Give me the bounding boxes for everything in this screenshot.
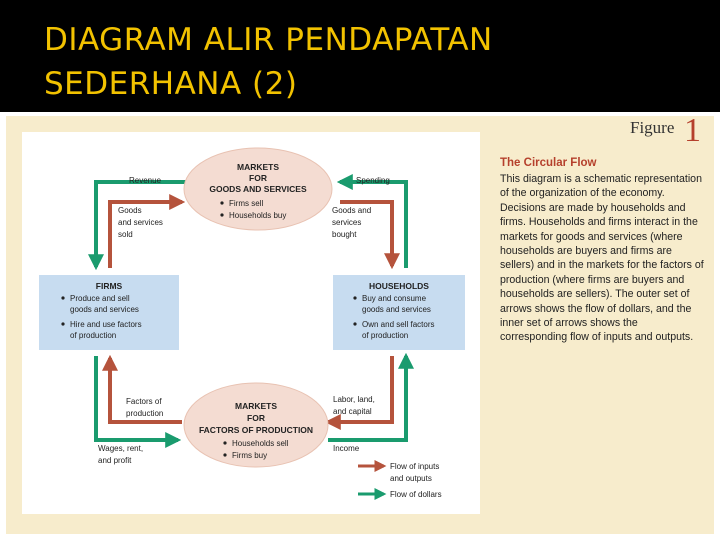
figure-label: Figure	[630, 118, 675, 137]
factor-market-line3: FACTORS OF PRODUCTION	[198, 425, 314, 435]
bullet-dot	[223, 441, 226, 444]
goods-market-line2: FOR	[249, 173, 267, 183]
label-spending: Spending	[356, 176, 390, 185]
factor-market-bullet1: Households sell	[232, 439, 289, 448]
goods-market-bullet1: Firms sell	[229, 199, 264, 208]
slide-title-line1: DIAGRAM ALIR PENDAPATAN	[44, 22, 493, 58]
bullet-dot	[61, 322, 64, 325]
bullet-dot	[220, 213, 223, 216]
caption-body: This diagram is a schematic representation of the organization of the economy. Decisions are made by households and firms. Households and firms interact in the markets for goods and services (where households are buyers and firms are sellers) and in the markets for the factors of production (where firms are buyers and households are sellers). The outer set of arrows shows the flow of dollars, and the inner set of arrows shows the corresponding flow of inputs and outputs.	[500, 173, 704, 344]
label-goods-bought-1: Goods and	[332, 206, 372, 215]
firms-bullet2-line1: Hire and use factors	[70, 320, 142, 329]
circular-flow-diagram	[22, 132, 480, 514]
goods-market-line3: GOODS AND SERVICES	[209, 184, 307, 194]
caption-title: The Circular Flow	[500, 157, 597, 169]
households-bullet1-line1: Buy and consume	[362, 294, 427, 303]
legend-inputs-line2: and outputs	[390, 474, 432, 483]
slide-title	[44, 18, 493, 106]
bullet-dot	[353, 322, 356, 325]
label-labor-1: Labor, land,	[333, 395, 375, 404]
label-revenue: Revenue	[129, 176, 162, 185]
firms-bullet1-line1: Produce and sell	[70, 294, 130, 303]
label-wages-1: Wages, rent,	[98, 444, 144, 453]
slide-title-line2: SEDERHANA (2)	[44, 66, 298, 102]
factor-market-bullet2: Firms buy	[232, 451, 268, 460]
goods-market-bullet2: Households buy	[229, 211, 287, 220]
firms-title: FIRMS	[95, 281, 123, 291]
goods-market-line1: MARKETS	[236, 162, 280, 172]
bullet-dot	[220, 201, 223, 204]
label-goods-bought-3: bought	[332, 230, 357, 239]
label-wages-2: and profit	[98, 456, 132, 465]
households-bullet2-line1: Own and sell factors	[362, 320, 435, 329]
bullet-dot	[61, 296, 64, 299]
factor-market-line2: FOR	[247, 413, 265, 423]
label-goods-sold-3: sold	[118, 230, 133, 239]
bullet-dot	[353, 296, 356, 299]
bullet-dot	[223, 453, 226, 456]
label-goods-sold-2: and services	[118, 218, 163, 227]
label-income: Income	[333, 444, 360, 453]
households-bullet2-line2: of production	[362, 331, 409, 340]
label-factors-2: production	[126, 409, 164, 418]
label-labor-2: and capital	[333, 407, 372, 416]
households-title: HOUSEHOLDS	[369, 281, 429, 291]
firms-bullet1-line2: goods and services	[70, 305, 139, 314]
households-bullet1-line2: goods and services	[362, 305, 431, 314]
legend-inputs-line1: Flow of inputs	[390, 462, 440, 471]
label-factors-1: Factors of	[126, 397, 162, 406]
firms-bullet2-line2: of production	[70, 331, 117, 340]
factor-market-line1: MARKETS	[234, 401, 278, 411]
figure-number: 1	[684, 112, 701, 149]
label-goods-sold-1: Goods	[118, 206, 142, 215]
legend-dollars: Flow of dollars	[390, 490, 442, 499]
label-goods-bought-2: services	[332, 218, 362, 227]
